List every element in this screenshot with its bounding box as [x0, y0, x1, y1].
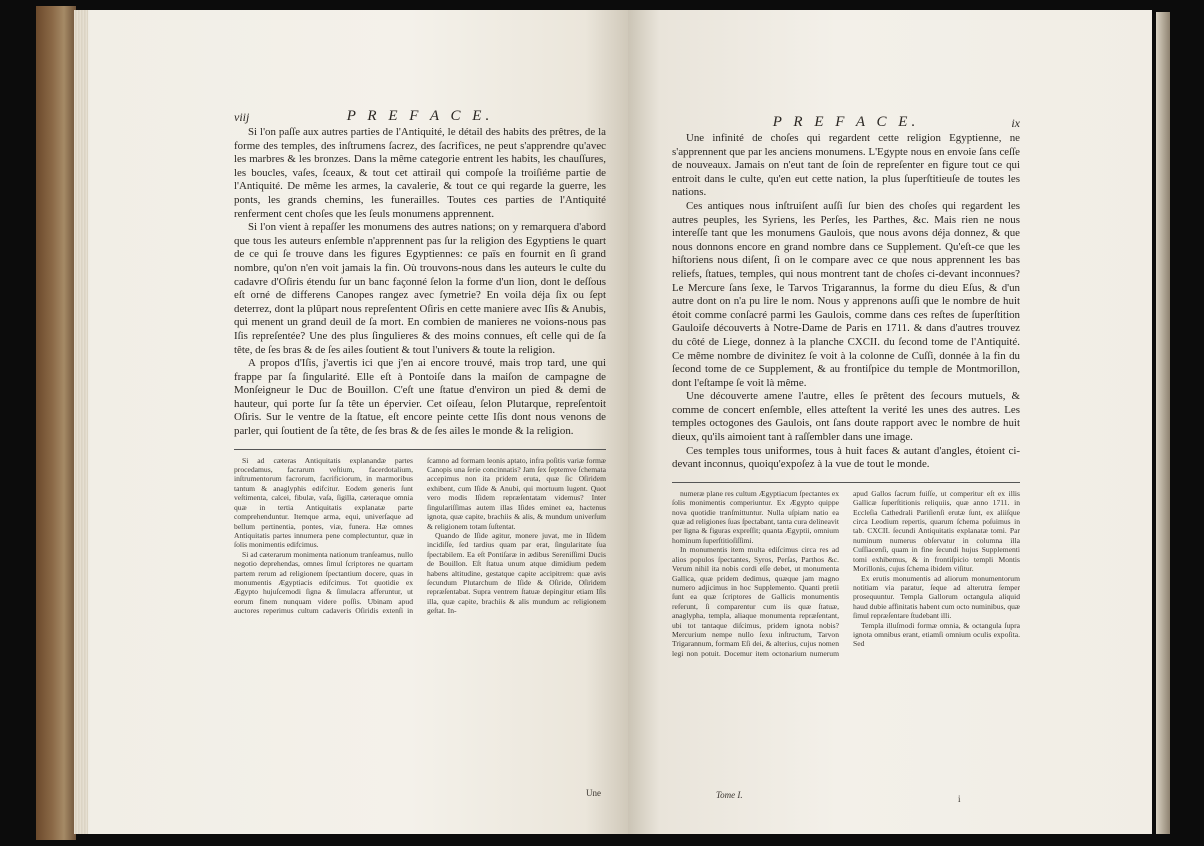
- page-number: viij: [234, 110, 250, 124]
- note-paragraph: Si ad cæterarum monimenta nationum tranſeamus, nullo negotio deprehendas, omnes ſimul ſcriptores ne quartam partem rerum ad religionem ſpectantium docere, quas in monumentis Ægyptiacis edifcimus. Tot quotidie ex Ægypto hujuſcemodi ſigna & ſimulacra afferuntur, ut eorum finem nunquam videre poſſis. Ubinam apud auctores reperimus cultum cadaveris Oſiridis extenſi in ſcamno ad formam leonis aptato, infra poſitis variæ formæ Canopis una ſerie concinnatis? Jam ſex ſeptemve ſchemata accepimus non ita pridem eruta, quæ ſic Oſiridem exhibent, cum Iſide & Anubi, qui mortuum lugent. Quot vero modis Iſidem repræſentatam videmus? Inter ſingulariſſimas autem illas Iſides eminet ea, hactenus ignota, quæ capite, brachiis & alis, & mundum univerſum & religionem totam ſuſtentat.: [234, 455, 606, 616]
- page-number: ix: [1011, 116, 1020, 130]
- french-text: [672, 132, 1020, 472]
- footnote-rule: [234, 449, 606, 450]
- french-text: [234, 126, 606, 439]
- running-head: P R E F A C E.: [772, 114, 920, 130]
- footnote-rule: [672, 482, 1020, 483]
- paragraph: Si l'on vient à repaſſer les monumens des autres nations; on y remarquera d'abord que tous les auteurs enſemble n'apprennent pas ſur la religion des Egyptiens le quart de ce qui ſe trouve dans les figures Egyptiennes: ce païs en fournit en ſi grand nombre, qu'on n'en voit jamais la fin. Où trouvons-nous dans les auteurs le culte du cadavre d'Oſiris étendu ſur un banc façonné ſelon la forme d'un lion, dont le deſſous eſt orné de differens Canopes rangez avec ſymetrie? En voila déja ſix ou ſept deterrez, dont la plûpart nous repreſentent Oſiris en cette maniere avec Iſis & Anubis, qui menent un grand deuil de ſa mort. En combien de manieres ne voions-nous pas Iſis repreſentée? Une des plus ſingulieres & des moins connues, eſt celle qui de ſa tête, de ſes bras & de ſes ailes ſoutient & tout l'univers & toute la religion.: [234, 221, 606, 356]
- paragraph: Une infinité de choſes qui regardent cette religion Egyptienne, ne s'apprennent que par les anciens monumens. L'Egypte nous en envoie ſans ceſſe de nouveaux. Jamais on n'eut tant de ſoin de repreſenter en figure tout ce qui entroit dans le culte, qu'en eut cette nation, la plus ſuperſtitieuſe de toutes les nations.: [672, 132, 1020, 199]
- signature-mark: i: [958, 794, 961, 804]
- right-page: [628, 10, 1152, 834]
- book-cover-edge-left: [36, 6, 76, 840]
- paragraph: A propos d'Iſis, j'avertis ici que j'en ai encore trouvé, mais trop tard, une qui frappe par ſa ſingularité. Elle eſt à Pontoiſe dans la maiſon de campagne de Monſeigneur le Duc de Bouillon. C'eſt une ſtatue d'environ un pied & demi de hauteur, qui porte ſur ſa tête un épervier. Cet oiſeau, ſelon Plutarque, repreſentoit Oſiris. Sur le ventre de la ſtatue, eſt encore peinte cette Iſis dont nous venons de parler, qui ſoutient de ſa tête, de ſes bras & de ſes ailes le monde & la religion.: [234, 357, 606, 438]
- right-page-header: [672, 114, 1020, 132]
- note-paragraph: Ex erutis monumentis ad aliorum monumentorum notitiam via paratur, ſeque ad alterutra ſemper prosequuntur. Templa Gallorum octangula aliquid haud dubie affinitatis habent cum octo numinibus, quæ ſimul repræſentare ſtudebant illi.: [853, 573, 1020, 621]
- book-cover-edge-right: [1156, 12, 1170, 834]
- left-page-header: [234, 108, 606, 126]
- paragraph: Une découverte amene l'autre, elles ſe prêtent des ſecours mutuels, & comme de concert enſemble, elles atteſtent la verité les unes des autres. Les temples octogones des Gaulois, ont ſans doute rapport avec le nombre de huit dieux, qu'ils aimoient tant à raſſembler dans une image.: [672, 390, 1020, 444]
- latin-notes: [672, 489, 1020, 658]
- paragraph: Ces temples tous uniformes, tous à huit faces & autant d'angles, étoient ci-devant inconnus, quoiqu'expoſez à la vue de tout le monde.: [672, 444, 1020, 471]
- running-head: P R E F A C E.: [346, 108, 494, 124]
- catchword: Une: [586, 788, 601, 798]
- open-book: [36, 6, 1170, 840]
- note-paragraph: Quando de Iſide agitur, monere juvat, me in Iſidem incidiſſe, ſed tardius quam par erat, ſingularitate ſua ſpectabilem. Ea eſt Pontiſaræ in ædibus Sereniſſimi Ducis de Bouillon. Eſt ſtatua unum atque dimidium pedem habens altitudine, gestatque capite accipitrem: quæ avis ſecundum Plutarchum de Iſide & Oſiride, Oſiridem repræſentabat. Supra ventrem ſtatuæ depingitur etiam Iſis illa, quæ capite, brachiis & alis mundum ac religionem geſtat. In-: [427, 530, 606, 616]
- right-page-content: [672, 114, 1020, 790]
- signature-tome: Tome I.: [716, 790, 743, 800]
- note-paragraph: Templa illuſmodi formæ omnia, & octangula ſupra ignota omnibus erant, etiamſi omnium oculis expoſita. Sed: [853, 620, 1020, 649]
- paragraph: Si l'on paſſe aux autres parties de l'Antiquité, le détail des habits des prêtres, de la forme des temples, des inſtrumens ſacrez, des ſacrifices, ne peut s'apprendre qu'avec les marbres & les bronzes. Dans la même categorie entrent les habits, les chauſſures, les boucles, vaſes, ſceaux, & tout cet attirail qui compoſe la troiſiéme partie de l'Antiquité. De même les armes, la cavalerie, & tout ce qui regarde la guerre, les ponts, les grands chemins, les funerailles. Toutes ces parties de l'Antiquité renferment cent choſes que les ſeuls monumens apprennent.: [234, 126, 606, 220]
- left-page: [74, 10, 630, 834]
- note-paragraph: Si ad cæteras Antiquitatis explanandæ partes procedamus, facrarum veſtium, facerdotalium, inſtrumentorum facrorum, facrificiorum, in marmoribus tantum & anaglyphis edifcitur. Eodem generis ſunt veſtimenta, calcei, fibulæ, vaſa, ſigilla, cæteraque omnia quæ in tertia Antiquitatis explanatæ parte comprehenduntur. Itemque arma, equi, univerſaque ad bellum pertinentia, pontes, viæ, funera. Hæ omnes Antiquitatis partes innumera pene complectuntur, quæ in ſolis monimentis edifcimus.: [234, 455, 413, 550]
- left-page-content: [234, 108, 606, 788]
- latin-notes: [234, 456, 606, 616]
- paragraph: Ces antiques nous inſtruiſent auſſi ſur bien des choſes qui regardent les autres peuples, les Syriens, les Perſes, les Parthes, &c. Mais rien ne nous intereſſe tant que les monumens Gaulois, que nous avons déja donnez, & que nous donnons encore en grand nombre dans ce Supplement. Qu'eſt-ce que les hiſtoriens nous diſent, ſi on le compare avec ce que nous apprennent les bas reliefs, ſtatues, temples, qui nous montrent tant de choſes ci-devant inconnues? Le Mercure ſans ſexe, le Tarvos Trigarannus, la forme du dieu Eſus, & d'un autre dont on n'a pu lire le nom. Nous y apprenons auſſi que le nombre de huit étoit comme conſacré parmi les Gaulois, comme dans ces reſtes de ſuperſtition Gauloiſe découverts à Notre-Dame de Paris en 1711. & dans d'autres trouvez du côté de Liege, donnez à la planche CXCII. du ſecond tome de l'Antiquité. Ce même nombre de divinitez ſe voit à la colonne de Cuſſi, donnée à la fin du ſecond tome de ce Supplement, & au frontiſpice du temple de Montmorillon, dont l'eſtampe ſe voit là même.: [672, 199, 1020, 389]
- note-paragraph: In monumentis item multa ediſcimus circa res ad alios populos ſpectantes, Syros, Perſas, Parthos &c. Verum nihil ita nobis cordi eſſe debet, ut monumenta Gallica, quæ pridem dedimus, quæque jam magno numero adjicimus in hoc Supplemento. Quanti pretii ſunt ea quæ ſcriptores de Gallicis monumentis referunt, ſi comparentur cum iis quæ ſtatuæ, anaglypha, templa, aliaque monumenta repræſentant, ubi tot tantaque diſcimus, pridem ignota nobis? Mercurium nempe nullo ſexu inſtructum, Tarvon Trigarannum, formam Eſi dei, & alterius, cujus nomen legi non potuit. Docemur item octonarium numerum apud Gallos ſacrum fuiſſe, ut comperitur eſt ex illis Gallicæ ſuperſtitionis reliquiis, quæ anno 1711. in Eccleſia Cathedrali Pariſienſi erutæ ſunt, ex aliiſque circa Leodium repertis, quarum ſchema poſuimus in tab. CXCII. ſecundi Antiquitatis explanatæ tomi. Par numinum numerus obſervatur in columna illa Cuſſiacenſi, quam in fine ſecundi hujus Supplementi tomi exhibemus, & in frontiſpicio templi Montis Morillonis, cujus ſchema ibidem viſitur.: [672, 488, 1020, 658]
- note-paragraph: numeræ plane res cultum Ægyptiacum ſpectantes ex ſolis monimentis comperiuntur. Ex Ægypto quippe nova quotidie tranſmittuntur. Nulla uſpiam natio ea quæ ad religiones ſuas ſpectabant, tanta cura delineavit per ligna & figuras expreſſit; quanta Ægyptii, omnium hominum ſuperſtitioſiſſimi.: [672, 488, 839, 545]
